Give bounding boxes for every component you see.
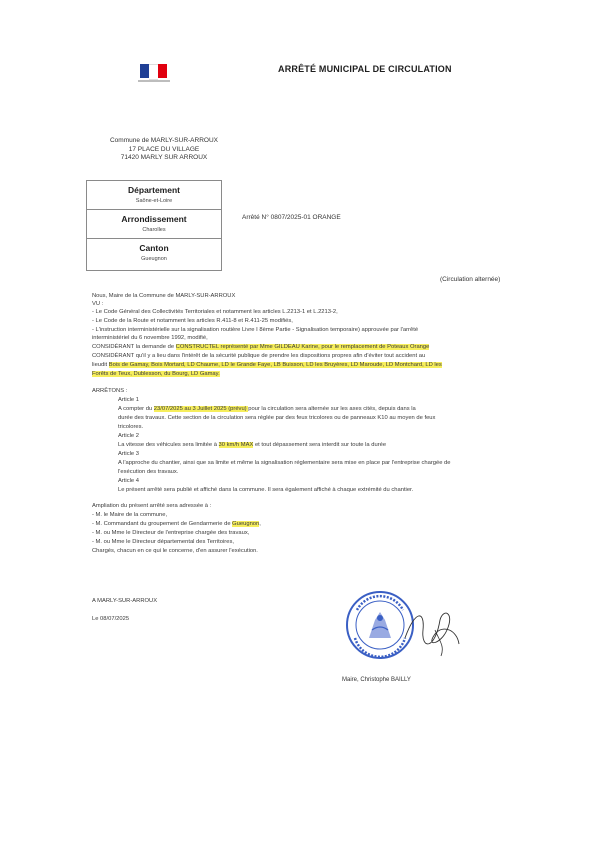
article-1-dates: 23/07/2025 au 3 Juillet 2025 (prévu)	[153, 406, 249, 412]
article-4-heading: Article 4	[118, 478, 139, 484]
commune-city: 71420 MARLY SUR ARROUX	[120, 154, 208, 161]
article-3-heading: Article 3	[118, 451, 139, 457]
body-vu: VU :	[92, 301, 104, 307]
article-1-line-1	[118, 406, 416, 413]
distribution-1: - M. le Maire de la commune,	[92, 512, 168, 518]
distribution-4: - M. ou Mme le Directeur départemental des Territoires,	[92, 539, 234, 545]
arrete-reference: Arrêté N° 0807/2025-01 ORANGE	[242, 214, 341, 221]
article-1-line-2: durée des travaux. Cette section de la circulation sera réglée par des feux tricolores ou de panneaux K10 au moyen de feux	[118, 415, 436, 421]
article-4-line-1: Le présent arrêté sera publié et affiché dans la commune. Il sera également affiché à chaque extrémité du chantier.	[118, 487, 414, 493]
considerant-highlight: CONSTRUCTEL représenté par Mme GILDEAU Karine, pour le remplacement de Poteaux Orange	[175, 344, 430, 350]
departement-label: Département	[128, 185, 180, 195]
body-vu-3a: - L'instruction interministérielle sur la signalisation routière Livre I	[92, 327, 258, 333]
canton-value: Gueugnon	[141, 256, 167, 262]
mayor-name: Maire, Christophe BAILLY	[342, 677, 411, 683]
body-lieudit	[92, 362, 442, 369]
canton-label: Canton	[139, 243, 169, 253]
body-vu-2: - Le Code de la Route et notamment les articles R.411-8 et R.411-25 modifiés,	[92, 318, 293, 324]
body-vu-4: interministériel du 6 novembre 1992, modifié,	[92, 335, 208, 341]
date-signed: Le 08/07/2025	[92, 616, 130, 622]
article-1-heading: Article 1	[118, 397, 139, 403]
article-2-text-a: La vitesse des véhicules sera limitée à	[118, 442, 219, 448]
gendarmerie-highlight: Gueugnon	[232, 521, 260, 527]
body-vu-1: - Le Code Général des Collectivités Territoriales et notamment les articles L.2213-1 et L.2213-2,	[92, 309, 338, 315]
article-3-line-2: l'exécution des travaux.	[118, 469, 179, 475]
distribution-2-text: - M. Commandant du groupement de Gendarmerie de	[92, 521, 233, 527]
commune-name: Commune de MARLY-SUR-ARROUX	[109, 137, 218, 144]
place-signed: A MARLY-SUR-ARROUX	[92, 598, 158, 604]
article-1-text-c: pour la circulation sera alternée sur les axes cités, depuis dans la	[248, 406, 416, 412]
circulation-note: (Circulation alternée)	[440, 276, 501, 283]
departement-value: Saône-et-Loire	[135, 198, 173, 204]
mayor-signature	[395, 600, 465, 660]
administrative-box	[86, 180, 222, 271]
lieudit-text: lieudit	[92, 362, 109, 368]
arrondissement-cell	[87, 210, 221, 239]
logo-caption	[138, 80, 170, 82]
distribution-5: Chargés, chacun en ce qui le concerne, d'en assurer l'exécution.	[92, 548, 258, 554]
article-1-text-a: A compter du	[118, 406, 154, 412]
body-lieudit-2	[92, 371, 220, 378]
body-considerant-1	[92, 344, 429, 351]
body-considerant-2: CONSIDÉRANT qu'il y a lieu dans l'intérêt de la sécurité publique de prendre les dispositions propres afin d'éviter tout accident au	[92, 353, 426, 359]
arretons-heading: ARRÊTONS :	[92, 388, 128, 394]
ampliation-heading: Ampliation du présent arrêté sera adressée à :	[92, 503, 212, 509]
commune-address	[96, 137, 232, 163]
distribution-2	[92, 521, 261, 528]
considerant-text: CONSIDÉRANT la demande de	[92, 344, 176, 350]
article-2-line-1	[118, 442, 386, 449]
canton-cell	[87, 239, 221, 268]
article-2-heading: Article 2	[118, 433, 139, 439]
document-title: ARRÊTÉ MUNICIPAL DE CIRCULATION	[278, 64, 452, 74]
article-3-line-1: A l'approche du chantier, ainsi que sa limite et même la signalisation réglementaire sera mise en place par l'entreprise chargée de	[118, 460, 451, 466]
arrondissement-value: Charolles	[142, 227, 166, 233]
body-vu-3b: 8ème Partie - Signalisation temporaire) approuvée par l'arrêté	[259, 327, 419, 333]
departement-cell	[87, 181, 221, 210]
republique-flag-logo	[140, 64, 167, 78]
commune-street: 17 PLACE DU VILLAGE	[128, 145, 200, 153]
arrondissement-label: Arrondissement	[121, 214, 187, 224]
distribution-3: - M. ou Mme le Directeur de l'entreprise chargée des travaux,	[92, 530, 250, 536]
lieudit-highlight-2: Forêts de Teux, Dublesson, du Bourg, LD Gamay.	[92, 371, 220, 377]
speed-limit-highlight: 30 km/h MAX	[218, 442, 254, 448]
article-1-line-3: tricolores.	[118, 424, 144, 430]
article-2-text-c: et tout dépassement sera interdit sur toute la durée	[253, 442, 387, 448]
body-vu-3	[92, 327, 418, 334]
lieudit-highlight: Bois de Gamay, Bois Mortard, LD Chaume, LD le Grande Faye, LB Buisson, LD les Bruyères, LD Maroude, LD Montchard, LD les	[108, 362, 442, 368]
body-intro: Nous, Maire de la Commune de MARLY-SUR-ARROUX	[92, 293, 236, 299]
distribution-2-end: ,	[259, 521, 261, 527]
